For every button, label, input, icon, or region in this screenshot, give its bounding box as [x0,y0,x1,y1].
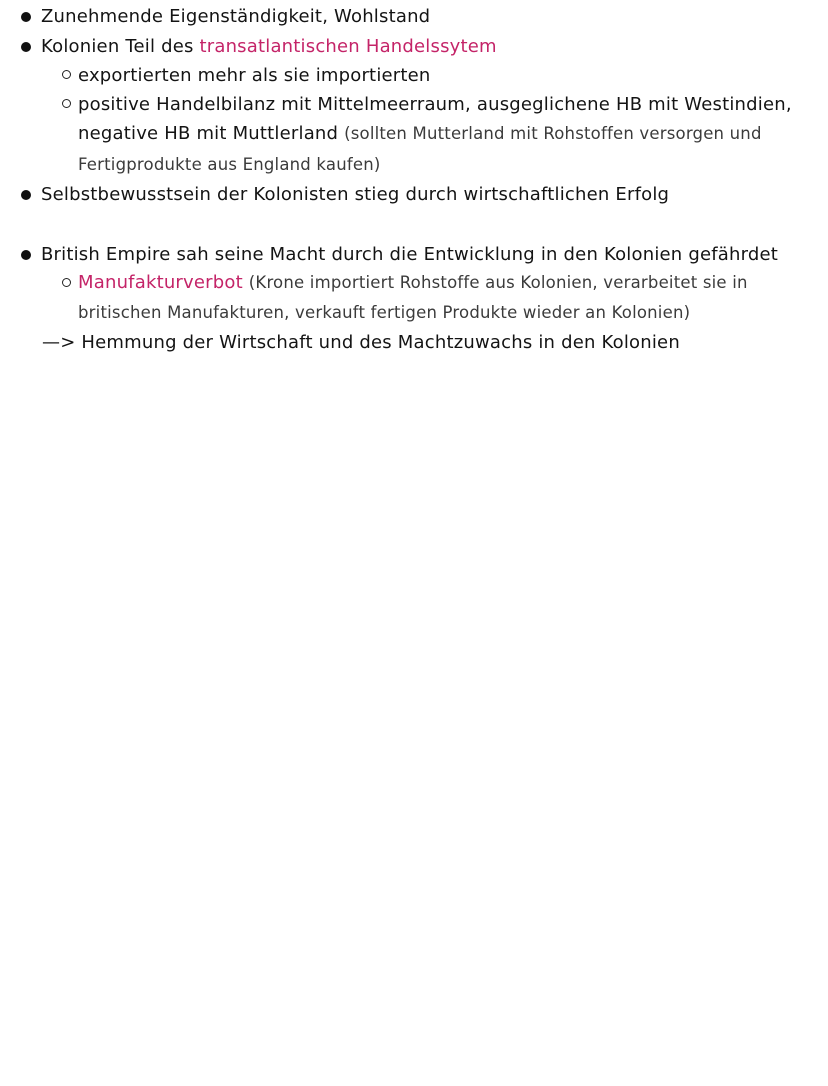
sub-bullet-line-handelsbilanz [78,92,792,118]
sub-bullet-text: positive Handelbilanz mit Mittelmeerraum, ausgeglichene HB mit Westindien, [78,94,792,115]
bullet-line-selbstbewusstsein [41,182,669,208]
bullet-line-wohlstand [41,4,430,30]
annotation-text: Fertigprodukte aus England kaufen) [78,155,381,174]
sub-bullet-line-export [78,63,431,89]
conclusion-text: Hemmung der Wirtschaft und des Machtzuwachs in den Kolonien [81,332,680,353]
sub-bullet-line-muttlerland [78,121,762,147]
annotation-text: britischen Manufakturen, verkauft fertigen Produkte wieder an Kolonien) [78,303,691,322]
highlight-term: transatlantischen Handelssytem [199,36,497,57]
bullet-text: Zunehmende Eigenständigkeit, Wohlstand [41,6,431,27]
bullet-dot-icon [21,12,31,22]
annotation-line-manufakturen [78,300,690,326]
annotation-text: (Krone importiert Rohstoffe aus Kolonien, verarbeitet sie in [248,273,748,292]
bullet-text: Kolonien Teil des [41,36,200,57]
conclusion-line [42,330,680,356]
sub-bullet-text: exportierten mehr als sie importierten [78,65,431,86]
sub-bullet-line-manufakturverbot [78,270,748,296]
bullet-dot-icon [21,190,31,200]
sub-bullet-text: negative HB mit Muttlerland [78,123,339,144]
arrow-right-icon: —> [42,332,76,353]
sub-bullet-circle-icon [62,278,71,287]
sub-bullet-circle-icon [62,70,71,79]
bullet-dot-icon [21,250,31,260]
bullet-text: British Empire sah seine Macht durch die Entwicklung in den Kolonien gefährdet [41,244,779,265]
annotation-text: (sollten Mutterland mit Rohstoffen versorgen und [344,124,762,143]
bullet-line-handelssystem [41,34,497,60]
bullet-line-british-empire [41,242,778,268]
bullet-text: Selbstbewusstsein der Kolonisten stieg durch wirtschaftlichen Erfolg [41,184,670,205]
sub-bullet-circle-icon [62,99,71,108]
bullet-dot-icon [21,42,31,52]
annotation-line-fertigprodukte [78,152,381,178]
highlight-term: Manufakturverbot [78,272,243,293]
